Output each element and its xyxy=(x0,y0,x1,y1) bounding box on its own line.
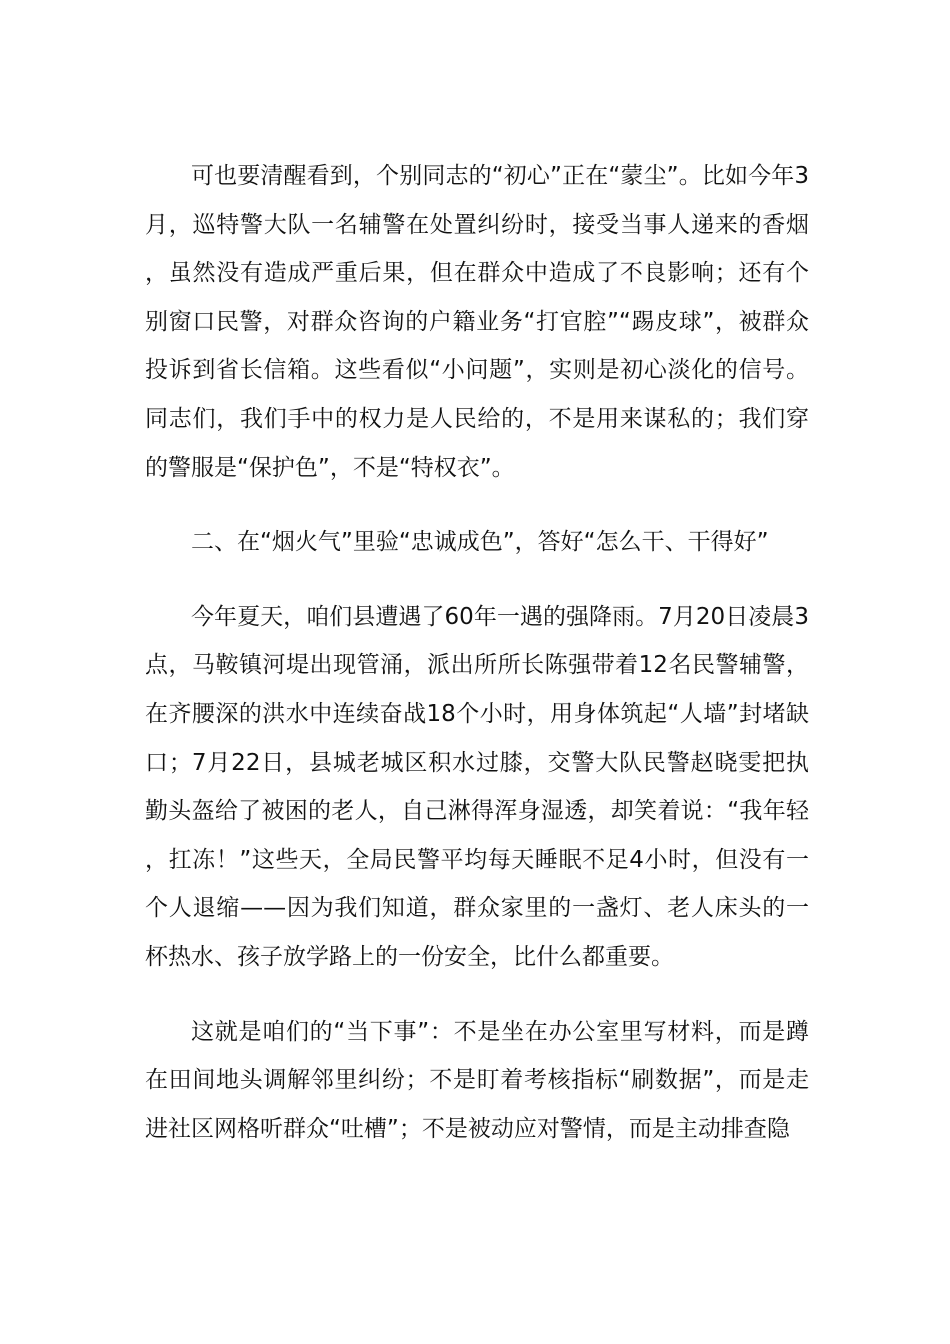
paragraph-initial-heart: 可也要清醒看到，个别同志的“初心”正在“蒙尘”。比如今年3月，巡特警大队一名辅警在处置纠纷时，接受当事人递来的香烟，虽然没有造成严重后果，但在群众中造成了不良影响；还有个别窗口民警，对群众咨询的户籍业务“打官腔”“踢皮球”，被群众投诉到省长信箱。这些看似“小问题”，实则是初心淡化的信号。同志们，我们手中的权力是人民给的，不是用来谋私的；我们穿的警服是“保护色”，不是“特权衣”。 xyxy=(145,163,809,481)
document-body xyxy=(145,152,809,1153)
paragraph-current-tasks: 这就是咱们的“当下事”：不是坐在办公室里写材料，而是蹲在田间地头调解邻里纠纷；不是盯着考核指标“刷数据”，而是走进社区网格听群众“吐槽”；不是被动应对警情，而是主动排查隐 xyxy=(145,1018,809,1142)
section-heading-two: 二、在“烟火气”里验“忠诚成色”，答好“怎么干、干得好” xyxy=(191,529,769,556)
paragraph-flood-rescue: 今年夏天，咱们县遭遇了60年一遇的强降雨。7月20日凌晨3点，马鞍镇河堤出现管涌，派出所所长陈强带着12名民警辅警，在齐腰深的洪水中连续奋战18个小时，用身体筑起“人墙”封堵缺口；7月22日，县城老城区积水过膝，交警大队民警赵晓雯把执勤头盔给了被困的老人，自己淋得浑身湿透，却笑着说：“我年轻，扛冻！”这些天，全局民警平均每天睡眠不足4小时，但没有一个人退缩——因为我们知道，群众家里的一盏灯、老人床头的一杯热水、孩子放学路上的一份安全，比什么都重要。 xyxy=(145,603,809,970)
